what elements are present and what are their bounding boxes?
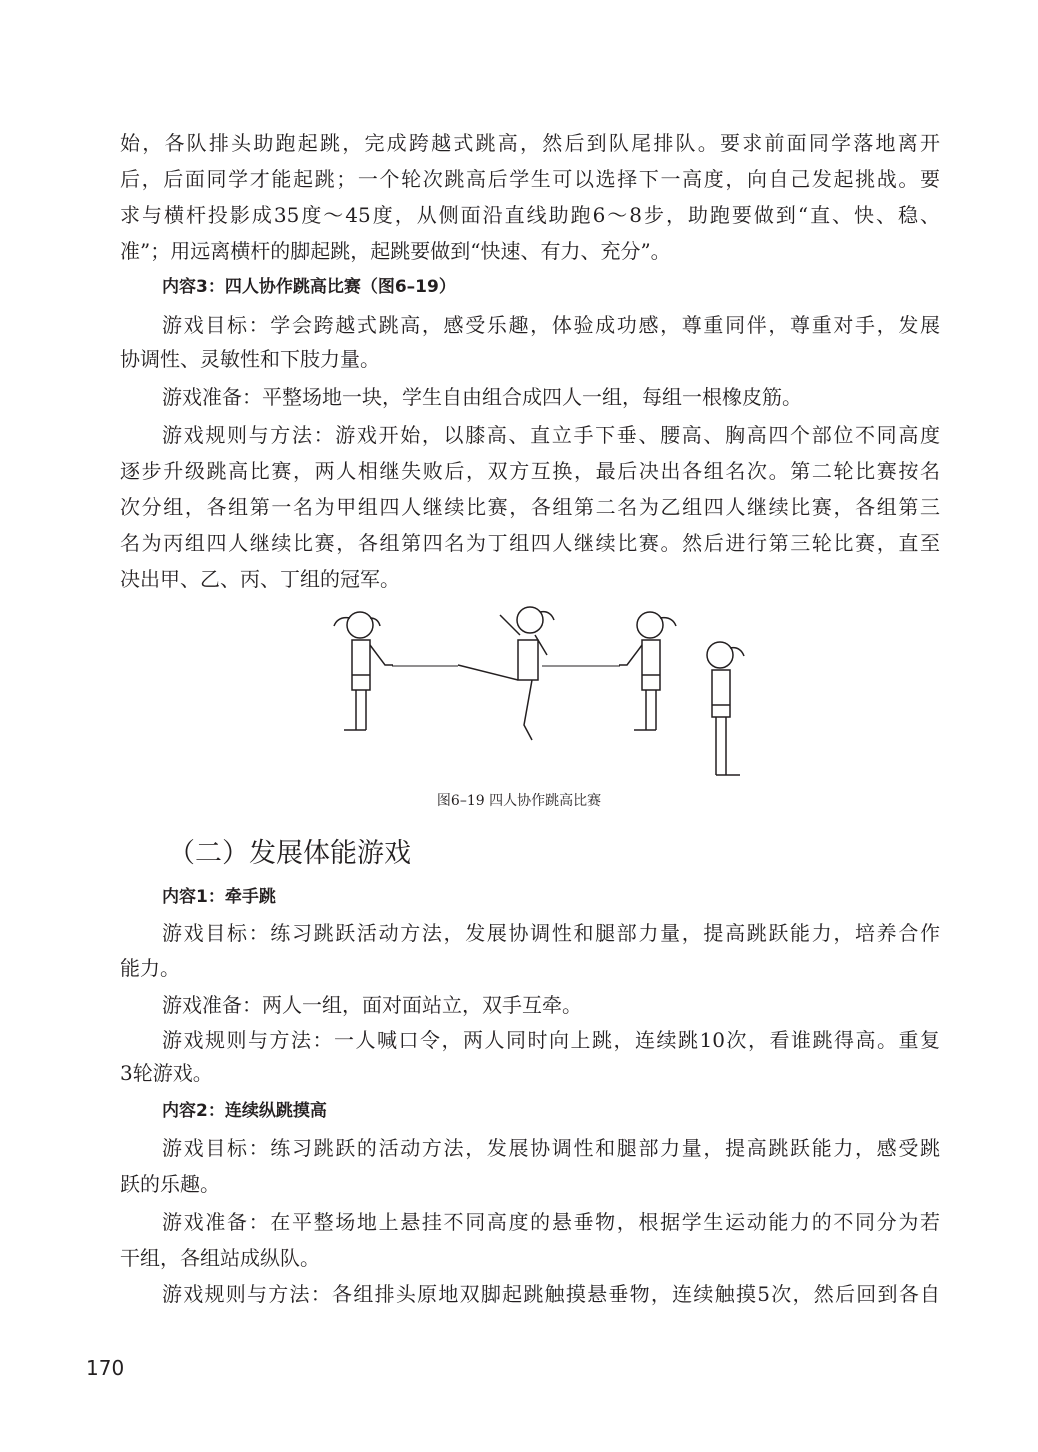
text-line: 游戏目标：学会跨越式跳高，感受乐趣，体验成功感，尊重同伴，尊重对手，发展 [162, 313, 940, 337]
content3-heading: 内容3：四人协作跳高比赛（图6–19） [162, 277, 456, 297]
text-line: 干组，各组站成纵队。 [120, 1246, 320, 1270]
text-line: 次分组，各组第一名为甲组四人继续比赛，各组第二名为乙组四人继续比赛，各组第三 [120, 495, 940, 519]
text-line: 跃的乐趣。 [120, 1172, 220, 1196]
child-jumping [458, 607, 554, 740]
text-line: 准”；用远离横杆的脚起跳，起跳要做到“快速、有力、充分”。 [120, 239, 671, 263]
four-children-high-jump-illustration [320, 600, 760, 790]
text-line: 游戏规则与方法：各组排头原地双脚起跳触摸悬垂物，连续触摸5次，然后回到各自 [162, 1282, 940, 1306]
text-line: 求与横杆投影成35度～45度，从侧面沿直线助跑6～8步，助跑要做到“直、快、稳、 [120, 203, 940, 227]
text-line: 能力。 [120, 956, 180, 980]
text-line: 游戏目标：练习跳跃活动方法，发展协调性和腿部力量，提高跳跃能力，培养合作 [162, 921, 940, 945]
content1-heading: 内容1：牵手跳 [162, 887, 276, 907]
child-waiting [707, 642, 744, 775]
text-line: 始，各队排头助跑起跳，完成跨越式跳高，然后到队尾排队。要求前面同学落地离开 [120, 131, 940, 155]
page-number: 170 [86, 1356, 125, 1380]
text-line: 逐步升级跳高比赛，两人相继失败后，双方互换，最后决出各组名次。第二轮比赛按名 [120, 459, 940, 483]
text-line: 决出甲、乙、丙、丁组的冠军。 [120, 567, 400, 591]
figure-caption: 图6–19 四人协作跳高比赛 [436, 793, 602, 809]
text-line: 游戏准备：两人一组，面对面站立，双手互牵。 [162, 993, 582, 1017]
child-left-holding-rope [334, 612, 393, 730]
text-line: 后，后面同学才能起跳；一个轮次跳高后学生可以选择下一高度，向自己发起挑战。要 [120, 167, 940, 191]
section-title: （二）发展体能游戏 [168, 838, 411, 869]
text-line: 3轮游戏。 [120, 1061, 213, 1085]
text-line: 游戏目标：练习跳跃的活动方法，发展协调性和腿部力量，提高跳跃能力，感受跳 [162, 1136, 940, 1160]
text-line: 游戏规则与方法：一人喊口令，两人同时向上跳，连续跳10次，看谁跳得高。重复 [162, 1028, 940, 1052]
text-line: 游戏准备：平整场地一块，学生自由组合成四人一组，每组一根橡皮筋。 [162, 385, 802, 409]
text-line: 名为丙组四人继续比赛，各组第四名为丁组四人继续比赛。然后进行第三轮比赛，直至 [120, 531, 940, 555]
content2-heading: 内容2：连续纵跳摸高 [162, 1101, 327, 1121]
child-right-holding-rope [619, 612, 676, 730]
text-line: 游戏准备：在平整场地上悬挂不同高度的悬垂物，根据学生运动能力的不同分为若 [162, 1210, 940, 1234]
text-line: 协调性、灵敏性和下肢力量。 [120, 347, 380, 371]
text-line: 游戏规则与方法：游戏开始，以膝高、直立手下垂、腰高、胸高四个部位不同高度 [162, 423, 940, 447]
